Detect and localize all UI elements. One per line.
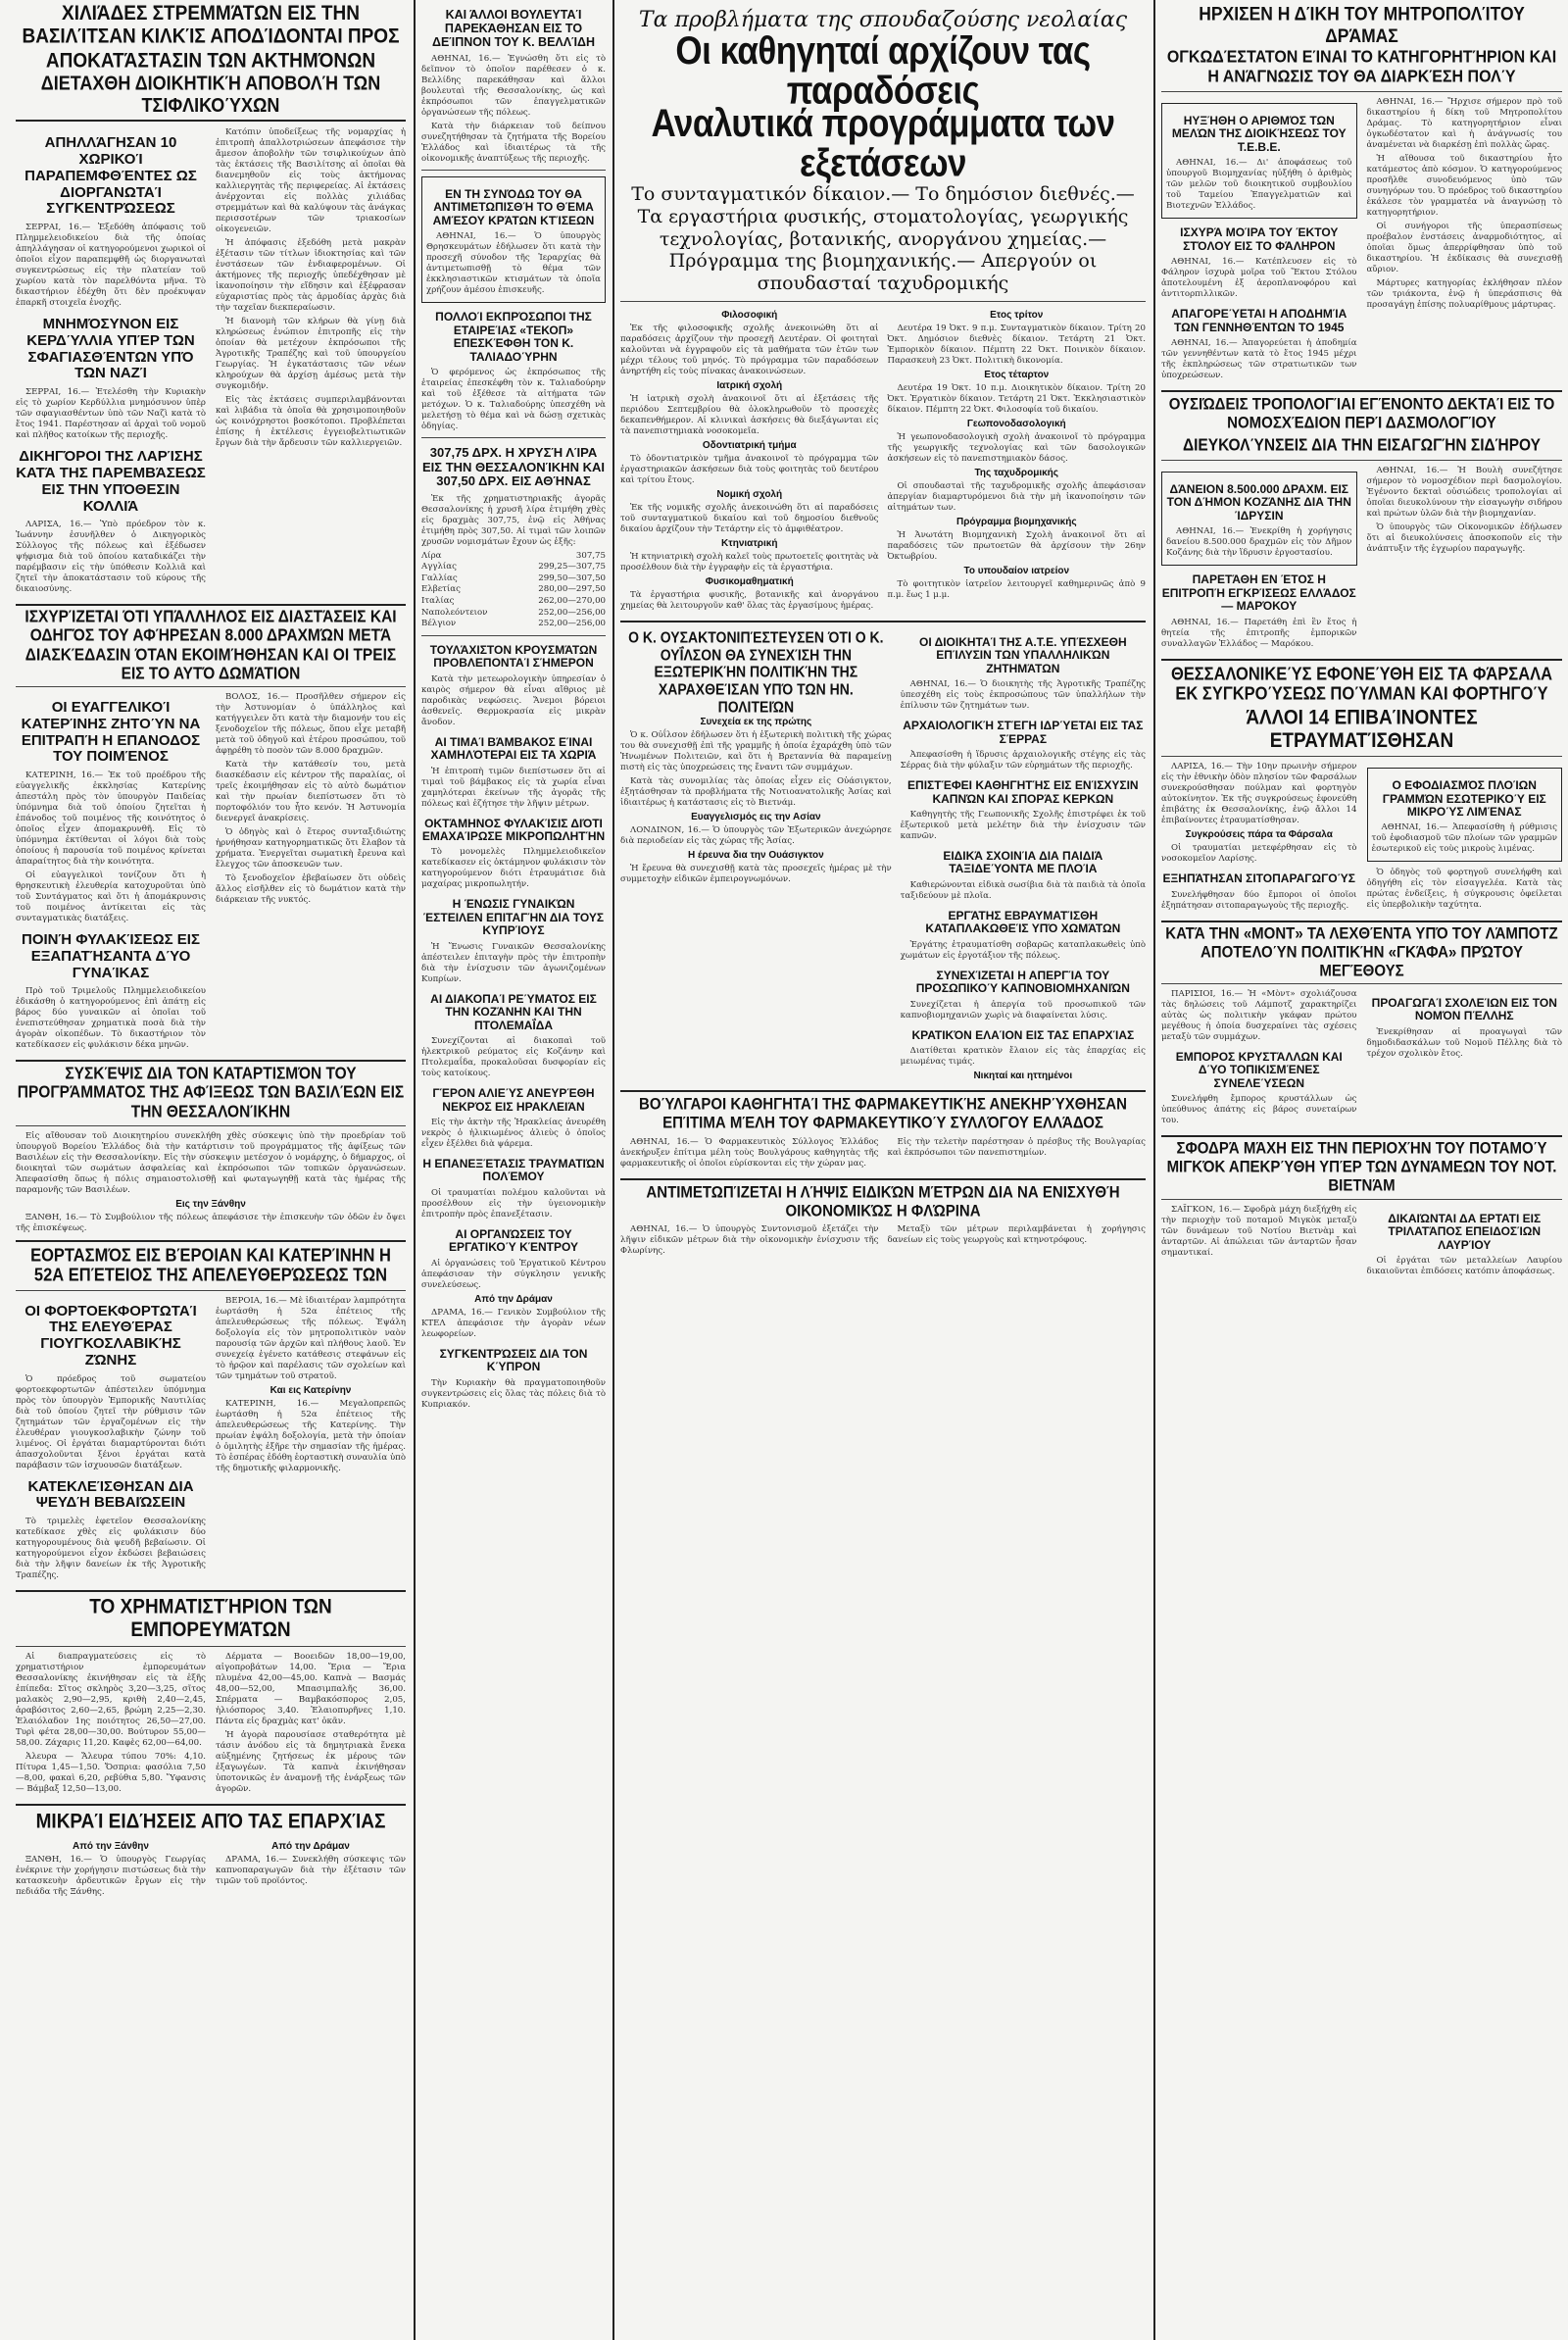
rates-value: 252,00—256,00 [538, 619, 606, 629]
section-third-year: Ετος τρίτον [990, 309, 1044, 321]
headline-trade-committee: ΠΑΡΕΤΆΘΗ ΕΝ ΈΤΟΣ Η ΕΠΙΤΡΟΠΉ ΕΓΚΡΊΣΕΩΣ ΕΛΛΆΔΟΣ — ΜΑΡΌΚΟΥ [1161, 573, 1356, 614]
subhead-continued: Συνεχεία εκ της πρώτης [700, 717, 812, 728]
rates-row [421, 551, 606, 563]
article-text: Ὁ ὑπουργὸς τῶν Οἰκονομικῶν ἐδήλωσεν ὅτι αἱ διευκολύνσεις ἀποσκοποῦν εἰς τὴν ἀνάπτυξιν τῆς ἐγχωρίου παραγωγῆς. [1366, 523, 1562, 555]
article-text: ΛΑΡΙΣΑ, 16.— Τὴν 10ην πρωινὴν σήμερον εἰς τὴν ἐθνικὴν ὁδὸν πλησίον τῶν Φαρσάλων συνεκρούσθησαν πούλμαν καὶ φορτηγὸν αὐτοκίνητον. Ἐκ τῆς συγκρούσεως ἐφονεύθη ἐπιβάτης ἐκ Θεσσαλονίκης, ἐνῷ ἄλλοι 14 ἐπιβαίνοντες ἐτραυματίσθησαν. [1161, 762, 1357, 826]
subhead-washington: Η έρευνα δια την Ουάσιγκτον [687, 850, 824, 862]
headline-bulgarian-professors: ΒΟΎΛΓΑΡΟΙ ΚΑΘΗΓΗΤΑΊ ΤΗΣ ΦΑΡΜΑΚΕΥΤΙΚΉΣ ΑΝΕΚΗΡΎΧΘΗΣΑΝ ΕΠΊΤΙΜΑ ΜΈΛΗ ΤΟΥ ΦΑΡΜΑΚΕΥΤΙΚΟΎ ΣΥΛΛΌΓΟΥ ΕΛΛΆΔΟΣ [639, 1094, 1127, 1132]
article-text: Τὴν Κυριακὴν θὰ πραγματοποιηθοῦν συγκεντρώσεις εἰς ὅλας τὰς πόλεις διὰ τὸ Κυπριακόν. [421, 1377, 606, 1410]
article-text: Ἐκ τῆς φιλοσοφικῆς σχολῆς ἀνεκοινώθη ὅτι αἱ παραδόσεις ἀρχίζουν τὴν προσεχῆ Δευτέραν. Οἱ φοιτηταὶ καλοῦνται νὰ ἐγγραφοῦν εἰς τὰ μαθήματα τῶν ἐτῶν των μέχρι τέλους τοῦ μηνός. Τὸ πρόγραμμα τῶν παραδόσεων ἀνηρτήθη εἰς τοὺς πίνακας ἀνακοινώσεων. [620, 323, 879, 376]
headline-lawyers-larisa: ΔΙΚΗΓΌΡΟΙ ΤΗΣ ΛΑΡΊΣΗΣ ΚΑΤΆ ΤΗΣ ΠΑΡΕΜΒΆΣΕΩΣ ΕΙΣ ΤΗΝ ΥΠΌΘΕΣΙΝ ΚΟΛΛΙΆ [16, 448, 206, 515]
article-text: ΛΟΝΔΙΝΟΝ, 16.— Ὁ ὑπουργὸς τῶν Ἐξωτερικῶν ἀνεχώρησε διὰ περιοδείαν εἰς τὰς χώρας τῆς Ἀσίας. [620, 825, 892, 847]
column-left [10, 0, 412, 2340]
article-text: Ἡ γεωπονοδασολογικὴ σχολὴ ἀνακοινοῖ τὸ πρόγραμμα τῆς γεωργικῆς τεχνολογίας καὶ τῶν δασολογικῶν ἀσκήσεων εἰς τὸ πανεπιστημιακὸν δάσος. [887, 431, 1146, 464]
article-text: ΑΘΗΝΑΙ, 16.— Ὁ ὑπουργὸς Συντονισμοῦ ἐξετάζει τὴν λῆψιν εἰδικῶν μέτρων διὰ τὴν οἰκονομικὴν ἐνίσχυσιν τῆς Φλωρίνης. [620, 1224, 879, 1257]
headline-fisherman: ΓΈΡΟΝ ΑΛΙΕΎΣ ΑΝΕΥΡΈΘΗ ΝΕΚΡΌΣ ΕΙΣ ΗΡΑΚΛΕΙΆΝ [432, 1086, 595, 1114]
article-text: Οἱ εὐαγγελικοὶ τονίζουν ὅτι ἡ θρησκευτικὴ ἐλευθερία κατοχυροῦται ὑπὸ τοῦ Συντάγματος καὶ ὅτι ἡ ἀπομάκρυνσις τοῦ ποιμένος ἀντίκειται εἰς τὰς συνταγματικὰς διατάξεις. [16, 871, 206, 924]
section-philosophy: Φιλοσοφική [721, 309, 778, 321]
headline-womens-union: Η ΈΝΩΣΙΣ ΓΥΝΑΙΚΏΝ ΈΣΤΕΙΛΕΝ ΕΠΙΤΑΓΉΝ ΔΙΑ ΤΟΥΣ ΚΥΠΡΊΟΥΣ [422, 897, 605, 938]
headline-gold-sovereign: 307,75 ΔΡΧ. Η ΧΡΥΣΉ ΛΊΡΑ ΕΙΣ ΤΗΝ ΘΕΣΣΑΛΟΝΊΚΗΝ ΚΑΙ 307,50 ΔΡΧ. ΕΙΣ ΑΘΉΝΑΣ [422, 445, 605, 489]
banner-professors: Οι καθηγηταί αρχίζουν τας παραδόσεις [675, 28, 1091, 113]
headline-power-cuts: ΑΙ ΔΙΑΚΟΠΑΊ ΡΕΎΜΑΤΟΣ ΕΙΣ ΤΗΝ ΚΟΖΆΝΗΝ ΚΑΙ ΤΗΝ ΠΤΟΛΕΜΑΪ́ΔΑ [430, 991, 597, 1032]
article-text: Οἱ τραυματίαι μετεφέρθησαν εἰς τὸ νοσοκομεῖον Λαρίσης. [1161, 843, 1357, 865]
article-text: Κατὰ τὴν μετεωρολογικὴν ὑπηρεσίαν ὁ καιρὸς σήμερον θὰ εἶναι αἴθριος μὲ παροδικὰς νεφώσεις. Ἄνεμοι βόρειοι ἀσθενεῖς. Θερμοκρασία εἰς μικρὰν ἄνοδον. [421, 673, 606, 727]
article-text: Συνελήφθη ἔμπορος κρυστάλλων ὡς ὑπεύθυνος ἀπάτης εἰς βάρος συνεταίρων του. [1161, 1094, 1357, 1126]
article-text: Πρὸ τοῦ Τριμελοῦς Πλημμελειοδικείου ἐδικάσθη ὁ κατηγορούμενος ἐπὶ ἀπάτῃ εἰς βάρος δύο γυναικῶν αἱ ὁποῖαι τοῦ ἐνεπιστεύθησαν χρηματικὰ ποσὰ διὰ τὴν ἀγορὰν οἰκοπέδων. Τὸ δικαστήριον τὸν κατεδίκασεν εἰς φυλάκισιν δέκα μηνῶν. [16, 986, 206, 1051]
article-text: Οἱ τραυματίαι πολέμου καλοῦνται νὰ προσέλθουν εἰς τὴν ὑγειονομικὴν ἐπιτροπὴν πρὸς ἐπανεξέτασιν. [421, 1187, 606, 1220]
article-text: ΣΕΡΡΑΙ, 16.— Ἐξεδόθη ἀπόφασις τοῦ Πλημμελειοδικείου διὰ τῆς ὁποίας ἀπηλλάγησαν οἱ κατηγορούμενοι χωρικοὶ οἱ ὁποῖοι εἶχον παραπεμφθῆ ὡς διοργανωταὶ συγκεντρώσεως εἰς τὴν πλατείαν τοῦ χωρίου κατὰ τὸν παρελθόντα μῆνα. Τὸ δικαστήριον ἐδέχθη ὅτι δὲν προέκυψαν ἐπαρκῆ στοιχεῖα ἐνοχῆς. [16, 223, 206, 309]
headline-vietnam-battle: ΣΦΟΔΡΆ ΜΆΧΗ ΕΙΣ ΤΗΝ ΠΕΡΙΟΧΉΝ ΤΟΥ ΠΟΤΑΜΟΎ ΜΙΓΚΌΚ ΑΠΕΚΡΎΘΗ ΥΠΈΡ ΤΩΝ ΔΥΝΆΜΕΩΝ ΤΟΥ ΝΟΤ. ΒΙΕΤΝΆΜ [1166, 1139, 1557, 1195]
article-text: ΑΘΗΝΑΙ, 16.— Ἤρχισε σήμερον πρὸ τοῦ δικαστηρίου ἡ δίκη τοῦ Μητροπολίτου Δράμας. Τὸ κατηγορητήριον εἶναι ὀγκωδέστατον καὶ ἡ ἀνάγνωσίς του ἀναμένεται νὰ διαρκέσῃ ἐπὶ πολλὰς ὥρας. [1366, 97, 1562, 150]
rates-row [421, 608, 606, 620]
headline-iron-imports: ΔΙΕΥΚΟΛΎΝΣΕΙΣ ΔΙΑ ΤΗΝ ΕΙΣΑΓΩΓΉΝ ΣΙΔΉΡΟΥ [1182, 435, 1542, 455]
article-text: Ἡ ἔρευνα θὰ συνεχισθῇ κατὰ τὰς προσεχεῖς ἡμέρας μὲ τὴν συμμετοχὴν εἰδικῶν ἐμπειρογνωμόνων. [620, 864, 892, 885]
article-text: Ἡ Ἀνωτάτη Βιομηχανικὴ Σχολὴ ἀνακοινοῖ ὅτι αἱ παραδόσεις τῶν πρωτοετῶν θὰ ἀρχίσουν τὴν 26ην Ὀκτωβρίου. [887, 529, 1146, 562]
article-text: Ἡ ἀγορὰ παρουσίασε σταθερότητα μὲ τάσιν ἀνόδου εἰς τὰ δημητριακὰ ἕνεκα αὐξημένης ζητήσεως ἐκ μέρους τῶν ἐξαγωγέων. Τὰ καπνὰ ἐκινήθησαν ὑποτονικῶς ἐν ἀναμονῇ τῆς ἐνάρξεως τῶν ἀγορῶν. [216, 1729, 406, 1794]
headline-tebe: ΗΥΞΉΘΗ Ο ΑΡΙΘΜΌΣ ΤΩΝ ΜΕΛΏΝ ΤΗΣ ΔΙΟΙΚΉΣΕΩΣ ΤΟΥ Τ.Ε.Β.Ε. [1171, 114, 1347, 154]
deck-university: Το συνταγματικόν δίκαιον.— Το δημόσιον διεθνές.— Τα εργαστήρια φυσικής, στοματολογίας, γεωργικής τεχνολογίας, βοτανικής, ανοργάνου χημείας.— Πρόγραμμα της βιομηχανικής.— Απεργούν οι σπουδασταί ταχυδρομικής [631, 183, 1135, 295]
article-text: ΒΟΛΟΣ, 16.— Προσῆλθεν σήμερον εἰς τὴν Ἀστυνομίαν ὁ ὑπάλληλος καὶ κατήγγειλεν ὅτι κατὰ τὴν διαμονήν του εἰς ξενοδοχεῖον τῆς πόλεως, ὅπου εἶχε μεταβῆ μετὰ τοῦ ὁδηγοῦ καὶ ἑτέρου προσώπου, τοῦ ἀφῃρέθη τὸ ποσὸν τῶν 8.000 δραχμῶν. [216, 691, 406, 756]
article-text: ΔΡΑΜΑ, 16.— Συνεκλήθη σύσκεψις τῶν καπνοπαραγωγῶν διὰ τὴν ἐξέτασιν τῶν τιμῶν τοῦ προϊόντος. [216, 1855, 406, 1887]
section-industrial: Πρόγραμμα βιομηχανικής [956, 516, 1077, 527]
article-text: Τὰ ἐργαστήρια φυσικῆς, βοτανικῆς καὶ ἀνοργάνου χημείας θὰ λειτουργοῦν καθ' ὅλας τὰς ἐργασίμους ἡμέρας. [620, 589, 879, 611]
article-text: Ἡ διανομὴ τῶν κλήρων θὰ γίνῃ διὰ κληρώσεως ἐνώπιον ἐπιτροπῆς εἰς τὴν ὁποίαν θὰ μετέχουν ἐκπρόσωποι τῆς Ἀγροτικῆς Τραπέζης καὶ τοῦ ὑπουργείου Γεωργίας. Ἡ ἐγκατάστασις τῶν νέων κληρούχων θὰ ἀρχίσῃ ἀμέσως μετὰ τὴν συγκομιδήν. [216, 317, 406, 392]
headline-passengers-injured: ΆΛΛΟΙ 14 ΕΠΙΒΑΊΝΟΝΤΕΣ ΕΤΡΑΥΜΑΤΊΣΘΗΣΑΝ [1246, 706, 1478, 753]
headline-crystal-merchant: ΕΜΠΟΡΟΣ ΚΡΥΣΤΆΛΛΩΝ ΚΑΙ ΔΎΟ ΤΟΠΙΚΙΣΜΈΝΕΣ ΣΥΝΕΛΕΎΣΕΩΝ [1175, 1049, 1343, 1090]
article-text: Συνεχίζεται ἡ ἀπεργία τοῦ προσωπικοῦ τῶν καπνοβιομηχανιῶν χωρὶς νὰ διαφαίνεται λύσις. [900, 999, 1146, 1021]
section-physmath: Φυσικομαθηματική [705, 575, 794, 587]
small-dateline: Εις την Ξάνθην [175, 1198, 246, 1210]
headline-war-wounded: Η ΕΠΑΝΕΞΈΤΑΣΙΣ ΤΡΑΥΜΑΤΙΏΝ ΠΟΛΈΜΟΥ [422, 1156, 605, 1184]
headline-pella-schools: ΠΡΟΑΓΩΓΑΊ ΣΧΟΛΕΊΩΝ ΕΙΣ ΤΟΝ ΝΟΜΌΝ ΠΈΛΛΗΣ [1371, 995, 1557, 1023]
article-text: Ἡ ἰατρικὴ σχολὴ ἀνακοινοῖ ὅτι αἱ ἐξετάσεις τῆς περιόδου Σεπτεμβρίου θὰ ὁλοκληρωθοῦν τὸ προσεχὲς δεκαπενθήμερον. Αἱ κλινικαὶ ἀσκήσεις θὰ διεξάγωνται εἰς τὰ πανεπιστημιακὰ νοσοκομεῖα. [620, 393, 879, 436]
article-text: ΚΑΤΕΡΙΝΗ, 16.— Μεγαλοπρεπῶς ἑωρτάσθη ἡ 52α ἐπέτειος τῆς ἀπελευθερώσεως τῆς Κατερίνης. Τὴν πρωίαν ἐψάλη δοξολογία, μετὰ τὴν ὁποίαν ὁ ὁμιλητὴς ἐξῆρε τὴν σημασίαν τῆς ἡμέρας. Τὸ ἑσπέρας ἐδόθη ἑορταστικὴ συναυλία ὑπὸ τῆς δημοτικῆς φιλαρμονικῆς. [216, 1398, 407, 1473]
subhead-drama-2: Από την Δράμαν [474, 1293, 553, 1305]
headline-labour-center: ΑΙ ΟΡΓΑΝΏΣΕΙΣ ΤΟΥ ΕΡΓΑΤΙΚΟΎ ΚΈΝΤΡΟΥ [448, 1226, 579, 1255]
article-text: Ἐκ τῆς νομικῆς σχολῆς ἀνεκοινώθη ὅτι αἱ παραδόσεις τοῦ συνταγματικοῦ δικαίου καὶ τοῦ δημοσίου διεθνοῦς δικαίου ἀρχίζουν τὴν Τετάρτην εἰς τὸ ἀμφιθέατρον. [620, 502, 879, 534]
rates-row [421, 584, 606, 596]
rates-value: 262,00—270,00 [538, 596, 606, 607]
rates-value: 299,50—307,50 [538, 573, 606, 583]
rates-value: 307,75 [575, 550, 606, 561]
article-text: Ἀπεφασίσθη ἡ ἵδρυσις ἀρχαιολογικῆς στέγης εἰς τὰς Σέρρας διὰ τὴν φύλαξιν τῶν εὑρημάτων τῆς περιοχῆς. [900, 750, 1146, 772]
article-text: Καθηγητὴς τῆς Γεωπονικῆς Σχολῆς ἐπιστρέφει ἐκ τοῦ ἐξωτερικοῦ μετὰ μελέτην διὰ τὴν ἐνίσχυσιν τῶν καπνῶν. [900, 810, 1146, 842]
article-text: ΑΘΗΝΑΙ, 16.— Κατέπλευσεν εἰς τὸ Φάληρον ἰσχυρὰ μοῖρα τοῦ Ἕκτου Στόλου ἀποτελουμένη ἐξ ἀεροπλανοφόρου καὶ ἀντιτορπιλλικῶν. [1161, 257, 1357, 300]
subhead-katerini: Και εις Κατερίνην [270, 1384, 352, 1396]
kicker-student-youth: Τα προβλήματα της σπουδαζούσης νεολαίας [638, 8, 1128, 32]
article-text: Εἰς τὰς ἐκτάσεις συμπεριλαμβάνονται καὶ λιβάδια τὰ ὁποῖα θὰ χρησιμοποιηθοῦν ὡς κοινόχρηστοι βοσκότοποι. Προβλέπεται ἐπίσης ἡ ἐκτέλεσις ἐγγειοβελτιωτικῶν ἔργων διὰ τὴν ἄρδευσιν τῶν καλλιεργειῶν. [216, 395, 406, 449]
article-text: ΑΘΗΝΑΙ, 16.— Ὁ διοικητὴς τῆς Ἀγροτικῆς Τραπέζης ὑπεσχέθη εἰς τοὺς ἐκπροσώπους τῶν ὑπαλλήλων τὴν ἐπίλυσιν τῶν ζητημάτων των. [900, 679, 1146, 712]
article-text: ΛΑΡΙΣΑ, 16.— Ὑπὸ πρόεδρον τὸν κ. Ἰωάννην ἐσυνῆλθεν ὁ Δικηγορικὸς Σύλλογος τῆς πόλεως καὶ ἐξέδωσεν ψήφισμα διὰ τοῦ ὁποίου καταδικάζει τὴν παρέμβασιν εἰς τὴν ὑπόθεσιν Κολλιᾶ καὶ ζητεῖ τὴν ἀποκατάστασιν τοῦ κύρους τῆς δικαιοσύνης. [16, 520, 206, 595]
section-law: Νομική σχολή [716, 488, 783, 500]
rates-label: Βέλγιον [421, 619, 457, 629]
section-dentistry: Οδοντιατρική τμήμα [702, 439, 797, 451]
headline-vasilitsa: ΧΙΛΙΆΔΕΣ ΣΤΡΕΜΜΆΤΩΝ ΕΙΣ ΤΗΝ ΒΑΣΙΛΊΤΣΑΝ ΚΙΛΚΊΣ ΑΠΟΔΊΔΟΝΤΑΙ ΠΡΟΣ ΑΠΟΚΑΤΆΣΤΑΣΙΝ ΤΩΝ ΑΚΤΗΜΌΝΩΝ [22, 2, 400, 73]
headline-provincial-news: ΜΙΚΡΑΊ ΕΙΔΉΣΕΙΣ ΑΠΌ ΤΑΣ ΕΠΑΡΧΊΑΣ [35, 1810, 386, 1834]
article-text: Ἀλευρα — Ἄλευρα τύπου 70%: 4,10. Πίτυρα 1,45—1,50. Ὄσπρια: φασόλια 7,50—8,00, φακαὶ 6,20, ρεβύθια 5,80. Ὕφανσις — Βάμβαξ 12,50—13,00. [16, 1751, 206, 1794]
article-text: Τὸ ὀδοντιατρικὸν τμῆμα ἀνακοινοῖ τὸ πρόγραμμα τῶν ἐργαστηριακῶν ἀσκήσεων διὰ τοὺς φοιτητὰς τοῦ δευτέρου καὶ τρίτου ἔτους. [620, 453, 879, 485]
headline-worker-injured: ΕΡΓΆΤΗΣ ΕΒΡΑΥΜΑΤΊΣΘΗ ΚΑΤΑΠΛΑΚΩΘΕΊΣ ΥΠΌ ΧΩΜΆΤΩΝ [925, 908, 1121, 936]
article-text: ΠΑΡΙΣΙΟΙ, 16.— Ἡ «Μὸντ» σχολιάζουσα τὰς δηλώσεις τοῦ Λάμποτζ χαρακτηρίζει αὐτὰς ὡς πολιτικὴν γκάφαν πρώτου μεγέθους ἡ ὁποία δυσχεραίνει τὰς σχέσεις μεταξὺ τῶν συμμάχων. [1161, 988, 1357, 1042]
section-medicine: Ιατρική σχολή [716, 379, 783, 391]
article-text: Καθιερώνονται εἰδικὰ σωσίβια διὰ τὰ παιδιὰ τὰ ὁποῖα ταξιδεύουν μὲ πλοῖα. [900, 879, 1146, 901]
headline-forecast: ΤΟΥΛΆΧΙΣΤΟΝ ΚΡΟΥΣΜΆΤΩΝ ΠΡΟΒΛΕΠΟΝΤΑΊ ΣΉΜΕΡΟΝ [429, 642, 598, 671]
headline-royal-visit: ΣΥΣΚΈΨΙΣ ΔΙΑ ΤΟΝ ΚΑΤΑΡΤΙΣΜΌΝ ΤΟΥ ΠΡΟΓΡΆΜΜΑΤΟΣ ΤΗΣ ΑΦΊΞΕΩΣ ΤΩΝ ΒΑΣΙΛΈΩΝ ΕΙΣ ΤΗΝ ΘΕΣΣΑΛΟΝΊΚΗΝ [17, 1065, 405, 1122]
article-text: Ἡ αἴθουσα τοῦ δικαστηρίου ἦτο κατάμεστος ἀπὸ κόσμον. Ὁ κατηγορούμενος προσῆλθε συνοδευόμενος ὑπὸ τῶν συνηγόρων του. Ὁ πρόεδρος τοῦ δικαστηρίου ἐκάλεσε τὸν γραμματέα νὰ ἀναγνώσῃ τὸ κατηγορητήριον. [1366, 154, 1562, 218]
article-text: ΑΘΗΝΑΙ, 16.— Ὁ ὑπουργὸς Θρησκευμάτων ἐδήλωσεν ὅτι κατὰ τὴν προσεχῆ σύνοδον τῆς Ἱεραρχίας θὰ ἀντιμετωπισθῇ τὸ θέμα τῶν ἐκκλησιαστικῶν κτισμάτων τὰ ὁποῖα χρήζουν ἀμέσου ἐπισκευῆς. [426, 231, 601, 296]
article-text: Ὁ πρόεδρος τοῦ σωματείου φορτοεκφορτωτῶν ἀπέστειλεν ὑπόμνημα πρὸς τὸν ὑπουργὸν Ἐμπορικῆς Ναυτιλίας διὰ τοῦ ὁποίου ζητεῖ τὴν ρύθμισιν τῶν ζητημάτων τῶν ἐργαζομένων εἰς τὴν ἐλευθέραν γιουγκοσλαβικὴν ζώνην τοῦ λιμένος. Οἱ ἐργάται διαμαρτύρονται διότι ἀπασχολοῦνται ξένοι ἐργάται κατὰ παράβασιν τῶν ἰσχυουσῶν διατάξεων. [16, 1373, 206, 1470]
article-text: Ἐργάτης ἐτραυματίσθη σοβαρῶς καταπλακωθεὶς ὑπὸ χωμάτων εἰς ἐργοτάξιον τῆς πόλεως. [900, 939, 1146, 961]
headline-false-certificates: ΚΑΤΕΚΛΕΊΣΘΗΣΑΝ ΔΙΑ ΨΕΥΔΉ ΒΕΒΑΙΏΣΕΙΝ [27, 1477, 194, 1512]
section-agriculture: Γεωπονοδασολογική [966, 418, 1066, 429]
article-text: Ὁ κ. Οὐΐλσον ἐδήλωσεν ὅτι ἡ ἐξωτερικὴ πολιτικὴ τῆς χώρας του θὰ συνεχισθῇ ἐπὶ τῆς γραμμῆς ἡ ὁποία ἐχαράχθη ὑπὸ τῶν Ἡνωμένων Πολιτειῶν, καὶ ὅτι ἡ Βρεταννία θὰ παραμείνῃ πιστὴ εἰς τὰς ὑποχρεώσεις της ἔναντι τῶν συμμάχων. [620, 730, 892, 773]
article-text: Συνεχίζονται αἱ διακοπαὶ τοῦ ἠλεκτρικοῦ ρεύματος εἰς Κοζάνην καὶ Πτολεμαΐδα, προκαλοῦσαι δυσφορίαν εἰς τοὺς κατοίκους. [421, 1036, 606, 1079]
subhead-collision: Συγκρούσεις πάρα τα Φάρσαλα [1185, 829, 1333, 841]
headline-tobacco-strike: ΣΥΝΕΧΊΖΕΤΑΙ Η ΑΠΕΡΓΊΑ ΤΟΥ ΠΡΟΣΩΠΙΚΟΎ ΚΑΠΝΟΒΙΟΜΗΧΑΝΙΏΝ [915, 968, 1130, 996]
article-text: ΒΕΡΟΙΑ, 16.— Μὲ ἰδιαιτέραν λαμπρότητα ἑωρτάσθη ἡ 52α ἐπέτειος τῆς ἀπελευθερώσεως τῆς πόλεως. Ἐψάλη δοξολογία εἰς τὸν μητροπολιτικὸν ναὸν παρουσίᾳ τῶν ἀρχῶν καὶ πλήθους λαοῦ. Ἐν συνεχείᾳ ἐγένετο κατάθεσις στεφάνων εἰς τὸ ἡρῷον καὶ παρέλασις τῶν σχολείων καὶ τῶν τμημάτων τοῦ στρατοῦ. [216, 1295, 406, 1381]
column-right [1155, 0, 1568, 2340]
headline-mps-dinner: ΚΑΙ ΆΛΛΟΙ ΒΟΥΛΕΥΤΑΊ ΠΑΡΕΚΆΘΗΣΑΝ ΕΙΣ ΤΟ ΔΕΊΠΝΟΝ ΤΟΥ Κ. ΒΕΛΛΊΔΗ [431, 8, 596, 49]
rates-label: Αγγλίας [421, 562, 457, 573]
subhead-xanthi: Από την Ξάνθην [73, 1841, 149, 1853]
article-text: Εἰς τὴν ἀκτὴν τῆς Ἡρακλείας ἀνευρέθη νεκρὸς ὁ ἡλικιωμένος ἁλιεὺς ὁ ὁποῖος εἶχεν ἐξέλθει διὰ ψάρεμα. [421, 1117, 606, 1149]
headline-life-jackets: ΕΙΔΙΚΆ ΣΧΟΙΝΊΑ ΔΙΑ ΠΑΙΔΙΆ ΤΑΞΙΔΕΎΟΝΤΑ ΜΕ ΠΛΟΊΑ [943, 849, 1103, 876]
article-text: Τὸ τριμελὲς ἐφετεῖον Θεσσαλονίκης κατεδίκασε χθὲς εἰς φυλάκισιν δύο κατηγορουμένους διὰ ψευδῆ βεβαίωσιν. Οἱ κατηγορούμενοι εἶχον ἐκδώσει βεβαιώσεις διὰ τὴν λῆψιν δανείων ἐκ τῆς Ἀγροτικῆς Τραπέζης. [16, 1517, 206, 1581]
headline-prison-women: ΠΟΙΝΉ ΦΥΛΑΚΊΣΕΩΣ ΕΙΣ ΕΞΑΠΑΤΉΣΑΝΤΑ ΔΎΟ ΓΥΝΑΊΚΑΣ [22, 931, 200, 981]
headline-emigration-ban: ΑΠΑΓΟΡΕΎΕΤΑΙ Η ΑΠΟΔΗΜΊΑ ΤΩΝ ΓΕΝΝΗΘΈΝΤΩΝ ΤΟ 1945 [1171, 307, 1348, 334]
article-text: ΣΕΡΡΑΙ, 16.— Ἐτελέσθη τὴν Κυριακὴν εἰς τὸ χωρίον Κερδύλλια μνημόσυνον ὑπὲρ τῶν σφαγιασθέντων ὑπὸ τῶν Ναζὶ κατὰ τὸ ἔτος 1941. Παρέστησαν αἱ ἀρχαὶ τοῦ νομοῦ καὶ πλῆθος κατοίκων τῆς περιοχῆς. [16, 387, 206, 441]
article-text: Ἐνεκρίθησαν αἱ προαγωγαὶ τῶν δημοδιδασκάλων τοῦ Νομοῦ Πέλλης διὰ τὸ τρέχον σχολικὸν ἔτος. [1366, 1026, 1562, 1059]
article-text: Ἡ κτηνιατρικὴ σχολὴ καλεῖ τοὺς πρωτοετεῖς φοιτητὰς νὰ προσέλθουν διὰ τὴν ἐγγραφὴν εἰς τὰ ἐργαστήρια. [620, 551, 879, 573]
rates-label: Γαλλίας [421, 573, 458, 583]
article-text: Εἰς τὴν τελετὴν παρέστησαν ὁ πρέσβυς τῆς Βουλγαρίας καὶ ἐκπρόσωποι τῶν πανεπιστημίων. [887, 1136, 1146, 1158]
article-text: Κατὰ τὴν διάρκειαν τοῦ δείπνου συνεζητήθησαν τὰ ζητήματα τῆς Βορείου Ἑλλάδος καὶ ἰδιαιτέρως τὰ τῆς οἰκονομικῆς ἀναπτύξεως τῆς περιοχῆς. [421, 122, 606, 164]
rates-label: Ελβετίας [421, 584, 461, 595]
headline-wilson-policy: Ο Κ. ΟΥΣΑΚΤΟΝΙΠΈΣΤΕΥΣΕΝ ΌΤΙ Ο Κ. ΟΥΪ́ΛΣΟΝ ΘΑ ΣΥΝΕΧΊΣΗ ΤΗΝ ΕΞΩΤΕΡΙΚΉΝ ΠΟΛΙΤΙΚΉΝ ΤΗΣ ΧΑΡΑΧΘΕΊΣΑΝ ΥΠΌ ΤΩΝ ΗΝ. ΠΟΛΙΤΕΙΏΝ [628, 628, 884, 716]
headline-cyprus-rallies: ΣΥΓΚΕΝΤΡΏΣΕΙΣ ΔΙΑ ΤΟΝ ΚΎΠΡΟΝ [439, 1346, 588, 1374]
rates-row [421, 619, 606, 630]
deck-metropolitan-trial: ΟΓΚΩΔΈΣΤΑΤΟΝ ΕΊΝΑΙ ΤΟ ΚΑΤΗΓΟΡΗΤΉΡΙΟΝ ΚΑΙ Η ΑΝΆΓΝΩΣΙΣ ΤΟΥ ΘΑ ΔΙΑΡΚΈΣΗ ΠΟΛΎ [1166, 48, 1557, 87]
article-text: ΑΘΗΝΑΙ, 16.— Δι' ἀποφάσεως τοῦ ὑπουργοῦ Βιομηχανίας ηὐξήθη ὁ ἀριθμὸς τῶν μελῶν τοῦ διοικητικοῦ συμβουλίου τοῦ Ταμείου Ἐπαγγελματιῶν καὶ Βιοτεχνῶν Ἑλλάδος. [1166, 158, 1352, 212]
headline-kozani-loan: ΔΆΝΕΙΟΝ 8.500.000 ΔΡΑΧΜ. ΕΙΣ ΤΟΝ ΔΉΜΟΝ ΚΟΖΆΝΗΣ ΔΙΑ ΤΗΝ ΊΔΡΥΣΙΝ [1166, 482, 1351, 523]
headline-le-monde: ΚΑΤΆ ΤΗΝ «ΜΟΝΤ» ΤΑ ΛΕΧΘΈΝΤΑ ΥΠΌ ΤΟΥ ΛΆΜΠΟΤΖ ΑΠΟΤΕΛΟΎΝ ΠΟΛΙΤΙΚΉΝ «ΓΚΆΦΑ» ΠΡΏΤΟΥ ΜΕΓΈΘΟΥΣ [1165, 923, 1558, 980]
article-text: ΣΑΪΓΚΟΝ, 16.— Σφοδρὰ μάχη διεξήχθη εἰς τὴν περιοχὴν τοῦ ποταμοῦ Μιγκὸκ μεταξὺ τῶν δυνάμεων τοῦ Νοτίου Βιετνὰμ καὶ ἀνταρτῶν. Αἱ ἀπώλειαι τῶν ἀνταρτῶν ἦσαν σημαντικαί. [1161, 1204, 1357, 1258]
article-text: Ἡ Ἕνωσις Γυναικῶν Θεσσαλονίκης ἀπέστειλεν ἐπιταγὴν πρὸς τὴν ἐπιτροπὴν διὰ τὴν ἐνίσχυσιν τῶν ἀγωνιζομένων Κυπρίων. [421, 941, 606, 984]
headline-cotton-prices: ΑΙ ΤΙΜΑΊ ΒΆΜΒΑΚΟΣ ΕΊΝΑΙ ΧΑΜΗΛΌΤΕΡΑΙ ΕΙΣ ΤΑ ΧΩΡΙΆ [430, 734, 597, 763]
subhead-asia: Ευαγγελισμός εις την Ασίαν [691, 812, 821, 823]
gold-rates-table [421, 551, 606, 630]
article-text: Κατὰ τὰς συνομιλίας τὰς ὁποίας εἶχεν εἰς Οὐάσιγκτον, ἐξητάσθησαν τὰ προβλήματα τῆς Νοτιοανατολικῆς Ἀσίας καὶ ἰδιαιτέρως ἡ κατάστασις εἰς τὸ Βιετνάμ. [620, 776, 892, 809]
article-text: Ὁ φερόμενος ὡς ἐκπρόσωπος τῆς ἑταιρείας ἐπεσκέφθη τὸν κ. Ταλιαδούρην καὶ τοῦ ἐξέθεσε τὰ αἰτήματα τῶν μετόχων. Ὁ κ. Ταλιαδούρης ὑπεσχέθη νὰ μελετήσῃ τὸ θέμα καὶ νὰ δώσῃ σχετικὰς ὁδηγίας. [421, 368, 606, 432]
article-text: Εἰς αἴθουσαν τοῦ Διοικητηρίου συνεκλήθη χθὲς σύσκεψις ὑπὸ τὴν προεδρίαν τοῦ ὑπουργοῦ Βορείου Ἑλλάδος διὰ τὴν κατάρτισιν τοῦ προγράμματος τῆς ἀφίξεως τῶν Βασιλέων εἰς τὴν Θεσσαλονίκην. Εἰς τὴν σύσκεψιν μετέσχον ὁ νομάρχης, ὁ δήμαρχος, οἱ διοικηταὶ τῶν σωμάτων ἀσφαλείας καὶ ἐκπρόσωποι τῶν τοπικῶν ὀργανώσεων. Ἀπεφασίσθη ὅπως ἡ πόλις σημαιοστολισθῇ καὶ φωταγωγηθῇ κατὰ τὰς ἡμέρας τῆς παραμονῆς τῶν Βασιλέων. [16, 1130, 406, 1195]
headline-villagers: ΑΠΗΛΛΆΓΗΣΑΝ 10 ΧΩΡΙΚΟΊ ΠΑΡΑΠΕΜΦΘΈΝΤΕΣ ΩΣ ΔΙΟΡΓΑΝΩΤΑΊ ΣΥΓΚΕΝΤΡΏΣΕΩΣ [24, 134, 197, 218]
article-text: Ὁ ὁδηγὸς καὶ ὁ ἕτερος συνταξιδιώτης ἠρνήθησαν κατηγορηματικῶς ὅτι ἔλαβον τὰ χρήματα. Ἐνεργεῖται σωματικὴ ἔρευνα καὶ ἔλεγχος τῶν ἀποσκευῶν των. [216, 826, 406, 870]
column-center [614, 0, 1152, 2340]
banner-programs: Αναλυτικά προγράμματα των εξετάσεων [651, 101, 1115, 185]
section-clinic: Το υπουδαίον ιατρείον [963, 565, 1070, 576]
article-text: ΞΑΝΘΗ, 16.— Ὁ ὑπουργὸς Γεωργίας ἐνέκρινε τὴν χορήγησιν πιστώσεως διὰ τὴν κατασκευὴν ἀρδευτικῶν ἔργων εἰς τὴν πεδιάδα τῆς Ξάνθης. [16, 1855, 206, 1898]
article-text: Αἱ διαπραγματεύσεις εἰς τὸ χρηματιστήριον ἐμπορευμάτων Θεσσαλονίκης ἐκινήθησαν εἰς τὰ ἑξῆς ἐπίπεδα: Σῖτος σκληρὸς 3,20—3,25, σῖτος μαλακὸς 2,90—2,95, κριθὴ 2,40—2,45, ἀραβόσιτος 2,60—2,65, βρώμη 2,25—2,30. Ἐλαιόλαδον 1ης ποιότητος 26,50—27,00. Τυρὶ φέτα 28,00—30,00. Βούτυρον 55,00—58,00. Ζάχαρις 11,20. Καφὲς 62,00—64,00. [16, 1651, 206, 1748]
rates-row [421, 562, 606, 573]
headline-employee-driver: ΙΣΧΥΡΊΖΕΤΑΙ ΌΤΙ ΥΠΆΛΛΗΛΟΣ ΕΙΣ ΔΙΑΣΤΆΣΕΙΣ ΚΑΙ ΟΔΗΓΌΣ ΤΟΥ ΑΦΉΡΕΣΑΝ 8.000 ΔΡΑΧΜΏΝ ΜΕΤΆ ΔΙΑΣΚΈΔΑΣΙΝ ΌΤΑΝ ΕΚΟΙΜΉΘΗΣΑΝ ΚΑΙ ΟΙ ΤΡΕΙΣ ΕΙΣ ΤΟ ΑΥΤΌ ΔΩΜΆΤΙΟΝ [24, 608, 397, 684]
headline-archaeology: ΑΡΧΑΙΟΛΟΓΙΚΉ ΣΤΈΓΗ ΙΔΡΎΕΤΑΙ ΕΙΣ ΤΑΣ ΣΈΡΡΑΣ [903, 719, 1144, 746]
article-text: Οἱ συνήγοροι τῆς ὑπερασπίσεως προέβαλον ἐνστάσεις ἀναρμοδιότητος, αἱ ὁποῖαι ὅμως ἀπερρίφθησαν ὑπὸ τοῦ δικαστηρίου. Ἡ ἐκδίκασις θὰ συνεχισθῇ αὔριον. [1366, 222, 1562, 274]
article-text: Διατίθεται κρατικὸν ἔλαιον εἰς τὰς ἐπαρχίας εἰς μειωμένας τιμάς. [900, 1046, 1146, 1068]
article-text: ΑΘΗΝΑΙ, 16.— Ἀπεφασίσθη ἡ ρύθμισις τοῦ ἐφοδιασμοῦ τῶν πλοίων τῶν γραμμῶν ἐσωτερικοῦ εἰς τοὺς μικροὺς λιμένας. [1371, 822, 1557, 855]
article-text: ΑΘΗΝΑΙ, 16.— Παρετάθη ἐπὶ ἓν ἔτος ἡ θητεία τῆς ἐπιτροπῆς ἐμπορικῶν συναλλαγῶν Ἑλλάδος — Μαρόκου. [1161, 617, 1357, 649]
section-veterinary: Κτηνιατρική [721, 537, 778, 549]
headline-grain-fraud: ΕΞΗΠΆΤΗΣΑΝ ΣΙΤΟΠΑΡΑΓΩΓΟΎΣ [1162, 871, 1355, 886]
headline-stevedores: ΟΙ ΦΟΡΤΟΕΚΦΟΡΤΩΤΑΊ ΤΗΣ ΕΛΕΥΘΈΡΑΣ ΓΙΟΥΓΚΟΣΛΑΒΙΚΉΣ ΖΏΝΗΣ [24, 1302, 197, 1369]
rates-value: 299,25—307,75 [538, 562, 606, 573]
article-text: Μάρτυρες κατηγορίας ἐκλήθησαν πλέον τῶν τριάκοντα, ἐνῷ ἡ ὑπεράσπισις θὰ προσαγάγῃ ἐπίσης πολυαρίθμους μάρτυρας. [1366, 278, 1562, 310]
article-text: ΑΘΗΝΑΙ, 16.— Ἐγνώσθη ὅτι εἰς τὸ δεῖπνον τὸ ὁποῖον παρέθεσεν ὁ κ. Βελλίδης παρεκάθησαν καὶ ἄλλοι βουλευταὶ τῆς Θεσσαλονίκης, ὡς καὶ ἐκπρόσωποι τῶν ἐπαγγελματικῶν ὀργανώσεων τῆς πόλεως. [421, 54, 606, 118]
headline-anniversary: ΕΟΡΤΑΣΜΌΣ ΕΙΣ ΒΈΡΟΙΑΝ ΚΑΙ ΚΑΤΕΡΊΝΗΝ Η 52Α ΕΠΈΤΕΙΟΣ ΤΗΣ ΑΠΕΛΕΥΘΕΡΏΣΕΩΣ ΤΩΝ [30, 1245, 391, 1286]
article-text: ΑΘΗΝΑΙ, 16.— Ἀπαγορεύεται ἡ ἀποδημία τῶν γεννηθέντων κατὰ τὸ ἔτος 1945 μέχρι τῆς ἐκπληρώσεως τῶν στρατιωτικῶν των ὑποχρεώσεων. [1161, 338, 1357, 381]
article-text: Οἱ ἐργάται τῶν μεταλλείων Λαυρίου δικαιοῦνται ἐπιδόσεις κατόπιν ἀποφάσεως. [1366, 1255, 1562, 1276]
headline-stabbing: ΟΚΤΆΜΗΝΟΣ ΦΥΛΑΚΊΣΙΣ ΔΙΌΤΙ ΕΜΑΧΑΊΡΩΣΕ ΜΙΚΡΟΠΩΛΗΤΉΝ [421, 816, 606, 844]
headline-tekop: ΠΟΛΛΟΊ ΕΚΠΡΌΣΩΠΟΙ ΤΗΣ ΕΤΑΙΡΕΊΑΣ «ΤΕΚΟΠ» ΕΠΕΣΚΈΦΘΗ ΤΟΝ Κ. ΤΑΛΙΑΔΟΎΡΗΝ [435, 310, 592, 364]
section-fourth-year: Ετος τέταρτον [984, 369, 1050, 380]
article-text: Κατὰ τὴν κατάθεσίν του, μετὰ διασκέδασιν εἰς κέντρον τῆς παραλίας, οἱ τρεῖς ἐκοιμήθησαν εἰς τὸ αὐτὸ δωμάτιον καὶ τὴν πρωίαν διεπίστωσεν ὅτι τὸ πορτοφόλιόν του ἦτο κενόν. Ἡ Ἀστυνομία διενεργεῖ ἀνακρίσεις. [216, 759, 406, 823]
subhead-drama: Από την Δράμαν [271, 1841, 350, 1853]
rates-label: Ιταλίας [421, 596, 455, 607]
article-text: ΑΘΗΝΑΙ, 16.— Ἐνεκρίθη ἡ χορήγησις δανείου 8.500.000 δραχμῶν εἰς τὸν Δῆμον Κοζάνης διὰ τὴν ἵδρυσιν ἐργοστασίου. [1166, 526, 1352, 559]
rates-row [421, 573, 606, 585]
headline-state-oil: ΚΡΑΤΙΚΌΝ ΕΛΑΊΟΝ ΕΙΣ ΤΑΣ ΕΠΑΡΧΊΑΣ [911, 1027, 1135, 1042]
headline-ship-supply: Ο ΕΦΟΔΙΑΣΜΌΣ ΠΛΟΊΩΝ ΓΡΑΜΜΏΝ ΕΣΩΤΕΡΙΚΟΎ ΕΙΣ ΜΙΚΡΟΎΣ ΛΙΜΈΝΑΣ [1382, 778, 1546, 819]
article-text: Δέρματα — Βοοειδῶν 18,00—19,00, αἰγοπροβάτων 14,00. Ἔρια — Ἔρια πλυμένα 42,00—45,00. Καπνὰ — Βασμάς 48,00—52,00, Μπασιμπαλῆς 36,00. Σπέρματα — Βαμβακόσπορος 2,05, ἡλιόσπορος 3,40. Ἐλαιοπυρῆνες 1,10. Πάντα εἰς δραχμὰς κατ' ὀκᾶν. [216, 1651, 406, 1726]
headline-commodities-exchange: ΤΟ ΧΡΗΜΑΤΙΣΤΉΡΙΟΝ ΤΩΝ ΕΜΠΟΡΕΥΜΆΤΩΝ [89, 1595, 332, 1643]
article-text: Οἱ σπουδασταὶ τῆς ταχυδρομικῆς σχολῆς ἀπεφάσισαν ἀπεργίαν διαμαρτυρόμενοι διὰ τὴν μὴ ἱκανοποίησιν τῶν αἰτημάτων των. [887, 480, 1146, 513]
headline-sixth-fleet: ΙΣΧΥΡΆ ΜΟΊΡΑ ΤΟΥ ΈΚΤΟΥ ΣΤΌΛΟΥ ΕΙΣ ΤΟ ΦΆΛΗΡΟΝ [1180, 225, 1339, 253]
headline-tariff-bill: ΟΥΣΙΏΔΕΙΣ ΤΡΟΠΟΛΟΓΊΑΙ ΕΓΈΝΟΝΤΟ ΔΕΚΤΑΊ ΕΙΣ ΤΟ ΝΟΜΟΣΧΈΔΙΟΝ ΠΕΡΊ ΔΑΣΜΟΛΟΓΊΟΥ [1168, 394, 1555, 432]
article-text: Τὸ μονομελὲς Πλημμελειοδικεῖον κατεδίκασεν εἰς ὀκτάμηνον φυλάκισιν τὸν κατηγορούμενον διότι ἐτραυμάτισε διὰ μαχαίρας μικροπωλητήν. [421, 847, 606, 890]
headline-ate: ΟΙ ΔΙΟΙΚΗΤΑΊ ΤΗΣ Α.Τ.Ε. ΥΠΈΣΧΕΘΗ ΕΠΊΛΥΣΙΝ ΤΩΝ ΥΠΑΛΛΗΛΙΚΏΝ ΖΗΤΗΜΆΤΩΝ [919, 634, 1127, 675]
article-text: Δευτέρα 19 Ὀκτ. 10 π.μ. Διοικητικὸν δίκαιον. Τρίτη 20 Ὀκτ. Ἐργατικὸν δίκαιον. Τετάρτη 21 Ὀκτ. Ἐκκλησιαστικὸν δίκαιον. Πέμπτη 22 Ὀκτ. Φιλοσοφία τοῦ δικαίου. [887, 382, 1146, 415]
rates-label: Λίρα [421, 550, 442, 561]
rates-label: Ναπολεόντειον [421, 607, 488, 618]
headline-farsala-crash: ΘΕΣΣΑΛΟΝΙΚΕΎΣ ΕΦΟΝΕΎΘΗ ΕΙΣ ΤΑ ΦΆΡΣΑΛΑ ΕΚ ΣΥΓΚΡΟΎΣΕΩΣ ΠΟΎΛΜΑΝ ΚΑΙ ΦΟΡΤΗΓΟΎ [1170, 664, 1553, 705]
article-text: ΚΑΤΕΡΙΝΗ, 16.— Ἐκ τοῦ προέδρου τῆς εὐαγγελικῆς ἐκκλησίας Κατερίνης ἀπεστάλη πρὸς τὸν ὑπουργὸν Παιδείας ὑπόμνημα διὰ τοῦ ὁποίου ζητεῖται ἡ ἐπάνοδος τοῦ ποιμένος τῆς κοινότητος ὁ ὁποῖος εἶχεν ἀπομακρυνθῆ. Εἰς τὸ ὑπόμνημα ἐκτίθενται οἱ λόγοι διὰ τοὺς ὁποίους ἡ παρουσία τοῦ ποιμένος κρίνεται ἀπαραίτητος διὰ τὴν κοινότητα. [16, 771, 206, 868]
article-text: Αἱ ὀργανώσεις τοῦ Ἐργατικοῦ Κέντρου ἀπεφάσισαν τὴν σύγκλησιν γενικῆς συνελεύσεως. [421, 1258, 606, 1290]
article-text: Τὸ ξενοδοχεῖον ἐβεβαίωσεν ὅτι οὐδεὶς ἄλλος εἰσῆλθεν εἰς τὸ δωμάτιον κατὰ τὴν διάρκειαν τῆς νυκτός. [216, 872, 406, 905]
article-text: Συνελήφθησαν δύο ἔμποροι οἱ ὁποῖοι ἐξηπάτησαν σιτοπαραγωγοὺς τῆς περιοχῆς. [1161, 889, 1357, 911]
headline-memorial: ΜΝΗΜΌΣΥΝΟΝ ΕΙΣ ΚΕΡΔΎΛΛΙΑ ΥΠΈΡ ΤΩΝ ΣΦΑΓΙΑΣΘΈΝΤΩΝ ΥΠΌ ΤΩΝ ΝΑΖΊ [26, 316, 195, 382]
article-text: Κατόπιν ὑποδείξεως τῆς νομαρχίας ἡ ἐπιτροπὴ ἀπαλλοτριώσεων ἀπεφάσισε τὴν ἄμεσον ἀποβολὴν τῶν τσιφλικούχων ἀπὸ τὰς ἐκτάσεις τῆς Βασιλίτσης αἱ ὁποῖαι θὰ διανεμηθοῦν εἰς τοὺς ἀκτήμονας καλλιεργητὰς τῆς περιφερείας. Αἱ ἐκτάσεις ἀνέρχονται εἰς πολλὰς χιλιάδας στρεμμάτων καὶ θὰ καλύψουν τὰς ἀνάγκας περισσοτέρων τῶν τριακοσίων οἰκογενειῶν. [216, 127, 406, 235]
headline-tobacco-support: ΕΠΙΣΤΈΦΕΙ ΚΑΘΗΓΗΤΉΣ ΕΙΣ ΕΝΊΣΧΥΣΙΝ ΚΑΠΝΏΝ ΚΑΙ ΣΠΟΡΆΣ ΚΕΡΚΩΝ [907, 778, 1139, 806]
headline-synod: ΕΝ ΤΗ ΣΥΝΌΔΩ ΤΟΥ ΘΑ ΑΝΤΙΜΕΤΩΠΙΣΘΉ ΤΟ ΘΈΜΑ ΑΜΈΣΟΥ ΚΡΆΤΩΝ ΚΤΊΣΕΩΝ [432, 187, 595, 227]
rates-row [421, 596, 606, 608]
headline-florina: ΑΝΤΙΜΕΤΩΠΊΖΕΤΑΙ Η ΛΉΨΙΣ ΕΙΔΙΚΏΝ ΜΈΤΡΩΝ ΔΙΑ ΝΑ ΕΝΙΣΧΥΘΉ ΟΙΚΟΝΟΜΙΚΏΣ Η ΦΛΏΡΙΝΑ [646, 1182, 1120, 1220]
article-text: Δευτέρα 19 Ὀκτ. 9 π.μ. Συνταγματικὸν δίκαιον. Τρίτη 20 Ὀκτ. Δημόσιον διεθνὲς δίκαιον. Τετάρτη 21 Ὀκτ. Ἐμπορικὸν δίκαιον. Πέμπτη 22 Ὀκτ. Ποινικὸν δίκαιον. Παρασκευὴ 23 Ὀκτ. Πολιτικὴ δικονομία. [887, 323, 1146, 366]
headline-lavrio-workers: ΔΙΚΑΙΏΝΤΑΙ ΔΑ ΕΡΤΑΤΙ ΕΙΣ ΤΡΙΛΑΤΆΠΟΣ ΕΠΕΙΔΟΣΊΩΝ ΛΑΥΡΊΟΥ [1388, 1211, 1542, 1252]
article-text: Ἐκ τῆς χρηματιστηριακῆς ἀγορᾶς Θεσσαλονίκης ἡ χρυσῆ λίρα ἐτιμήθη χθὲς εἰς δραχμὰς 307,75, ἐνῷ εἰς Ἀθήνας ἐτιμήθη πρὸς 307,50. Αἱ τιμαὶ τῶν λοιπῶν χρυσῶν νομισμάτων ἔχουν ὡς ἑξῆς: [421, 493, 606, 547]
article-text: Ὁ ὁδηγὸς τοῦ φορτηγοῦ συνελήφθη καὶ ὁδηγήθη εἰς τὸν εἰσαγγελέα. Κατὰ τὰς πρώτας ἐνδείξεις, ἡ σύγκρουσις ὀφείλεται εἰς ὑπερβολικὴν ταχύτητα. [1366, 868, 1562, 911]
article-text: Μεταξὺ τῶν μέτρων περιλαμβάνεται ἡ χορήγησις δανείων εἰς τοὺς γεωργοὺς καὶ κτηνοτρόφους. [887, 1224, 1146, 1246]
article-text: ΑΘΗΝΑΙ, 16.— Ὁ Φαρμακευτικὸς Σύλλογος Ἑλλάδος ἀνεκήρυξεν ἐπίτιμα μέλη τοὺς Βουλγάρους καθηγητὰς τῆς φαρμακευτικῆς οἱ ὁποῖοι εὑρίσκονται εἰς τὴν χώραν μας. [620, 1136, 879, 1169]
article-text: ΔΡΑΜΑ, 16.— Γενικὸν Συμβούλιον τῆς ΚΤΕΛ ἀπεφάσισε τὴν ἀγορὰν νέων λεωφορείων. [421, 1307, 606, 1339]
section-postal: Της ταχυδρομικής [974, 467, 1058, 478]
column-center-left [416, 0, 612, 2340]
article-text: Ἡ ἐπιτροπὴ τιμῶν διεπίστωσεν ὅτι αἱ τιμαὶ τοῦ βάμβακος εἰς τὰ χωρία εἶναι χαμηλότεραι ἐκείνων τῆς ἀγορᾶς τῆς πόλεως καὶ ἐζήτησε τὴν λῆψιν μέτρων. [421, 766, 606, 809]
article-text: Τὸ φοιτητικὸν ἰατρεῖον λειτουργεῖ καθημερινῶς ἀπὸ 9 π.μ. ἕως 1 μ.μ. [887, 578, 1146, 600]
headline-metropolitan-trial: ΗΡΧΙΣΕΝ Η ΔΊΚΗ ΤΟΥ ΜΗΤΡΟΠΟΛΊΤΟΥ ΔΡΆΜΑΣ [1199, 2, 1525, 46]
deck-vasilitsa: ΔΙΕΤΑΧΘΗ ΔΙΟΙΚΗΤΙΚΉ ΑΠΟΒΟΛΉ ΤΩΝ ΤΣΙΦΛΙΚΟΎΧΩΝ [40, 72, 381, 117]
headline-evangelicals: ΟΙ ΕΥΑΓΓΕΛΙΚΟΊ ΚΑΤΕΡΊΝΗΣ ΖΗΤΟΎΝ ΝΑ ΕΠΙΤΡΑΠΉ Η ΕΠΑΝΟΔΟΣ ΤΟΥ ΠΟΙΜΈΝΟΣ [21, 698, 201, 766]
rates-value: 252,00—256,00 [538, 607, 606, 618]
article-text: Ἡ ἀπόφασις ἐξεδόθη μετὰ μακρὰν ἐξέτασιν τῶν τίτλων ἰδιοκτησίας καὶ τῶν ἐνστάσεων τῶν ἐνδιαφερομένων. Οἱ ἀκτήμονες τῆς περιοχῆς ὑπεδέχθησαν μὲ ἱκανοποίησιν τὴν εἴδησιν καὶ ἐξέφρασαν εὐχαριστίας πρὸς τὰς ἀρμοδίας ἀρχὰς διὰ τὴν ταχεῖαν διεκπεραίωσιν. [216, 238, 406, 314]
subhead-winners: Νικηταί και ηττημένοι [973, 1070, 1073, 1082]
article-text: ΞΑΝΘΗ, 16.— Τὸ Συμβούλιον τῆς πόλεως ἀπεφάσισε τὴν ἐπισκευὴν τῶν ὁδῶν ἐν ὄψει τῆς ἐπισκέψεως. [16, 1212, 406, 1233]
article-text: ΑΘΗΝΑΙ, 16.— Ἡ Βουλὴ συνεζήτησε σήμερον τὸ νομοσχέδιον περὶ δασμολογίου. Ἐγένοντο δεκταὶ οὐσιώδεις τροπολογίαι αἱ ὁποῖαι διευκολύνουν τὴν εἰσαγωγὴν σιδήρου καὶ πρώτων ὑλῶν διὰ τὴν βιομηχανίαν. [1366, 466, 1562, 520]
rates-value: 280,00—297,50 [538, 584, 606, 595]
